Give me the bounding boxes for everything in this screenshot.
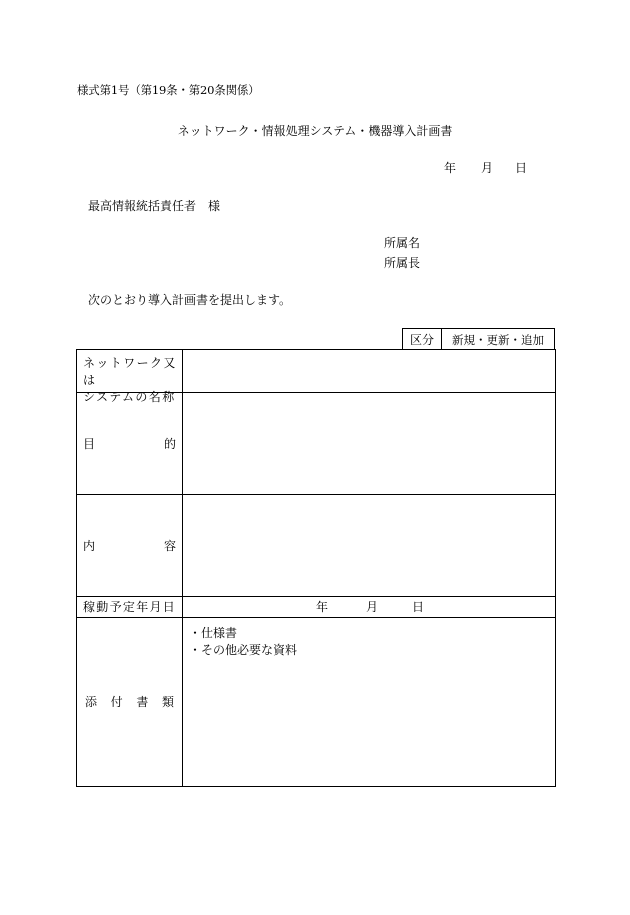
attachments-label-char1: 添 xyxy=(85,695,98,709)
start-date-label: 稼動予定年月日 xyxy=(77,596,183,617)
date-year-label: 年 xyxy=(444,161,457,175)
attachments-label-char2: 付 xyxy=(110,695,123,709)
plan-table xyxy=(76,349,556,787)
table-row-start-date xyxy=(77,596,555,618)
classification-label: 区分 xyxy=(403,329,442,350)
table-row-name xyxy=(77,350,555,404)
purpose-label-char1: 目 xyxy=(83,436,96,451)
name-label-line2: システムの名称 xyxy=(83,390,176,404)
date-day-label: 日 xyxy=(515,161,528,175)
content-label-char2: 容 xyxy=(163,538,176,553)
department-head-label: 所属長 xyxy=(384,256,421,270)
attachment-item-other: ・その他必要な資料 xyxy=(189,643,298,657)
table-row-purpose xyxy=(77,392,555,495)
table-row-content xyxy=(77,494,555,597)
name-label xyxy=(77,350,183,404)
start-date-month: 月 xyxy=(366,600,379,614)
start-date-year: 年 xyxy=(316,600,329,614)
table-row-attachments xyxy=(77,617,555,786)
purpose-label-char2: 的 xyxy=(163,436,176,451)
purpose-value-cell xyxy=(183,392,555,494)
classification-box xyxy=(402,328,555,350)
document-title: ネットワーク・情報処理システム・機器導入計画書 xyxy=(177,124,453,138)
content-label-char1: 内 xyxy=(83,538,96,553)
date-month-label: 月 xyxy=(481,161,494,175)
content-label xyxy=(77,494,183,596)
attachments-value-cell xyxy=(183,617,555,786)
addressee: 最高情報統括責任者 様 xyxy=(88,199,221,213)
attachments-label-char3: 書 xyxy=(136,695,149,709)
name-label-line1: ネットワーク又は xyxy=(83,356,177,387)
attachments-label-char4: 類 xyxy=(161,695,174,709)
attachments-label xyxy=(77,617,183,786)
purpose-label xyxy=(77,392,183,494)
content-value-cell xyxy=(183,494,555,596)
intro-text: 次のとおり導入計画書を提出します。 xyxy=(88,293,292,307)
form-reference: 様式第1号（第19条・第20条関係） xyxy=(77,83,260,97)
classification-options: 新規・更新・追加 xyxy=(452,332,544,347)
name-value-cell xyxy=(183,350,555,392)
department-label: 所属名 xyxy=(384,236,421,250)
start-date-day: 日 xyxy=(412,600,425,614)
attachment-item-spec: ・仕様書 xyxy=(189,626,238,640)
start-date-value-cell xyxy=(183,596,555,617)
